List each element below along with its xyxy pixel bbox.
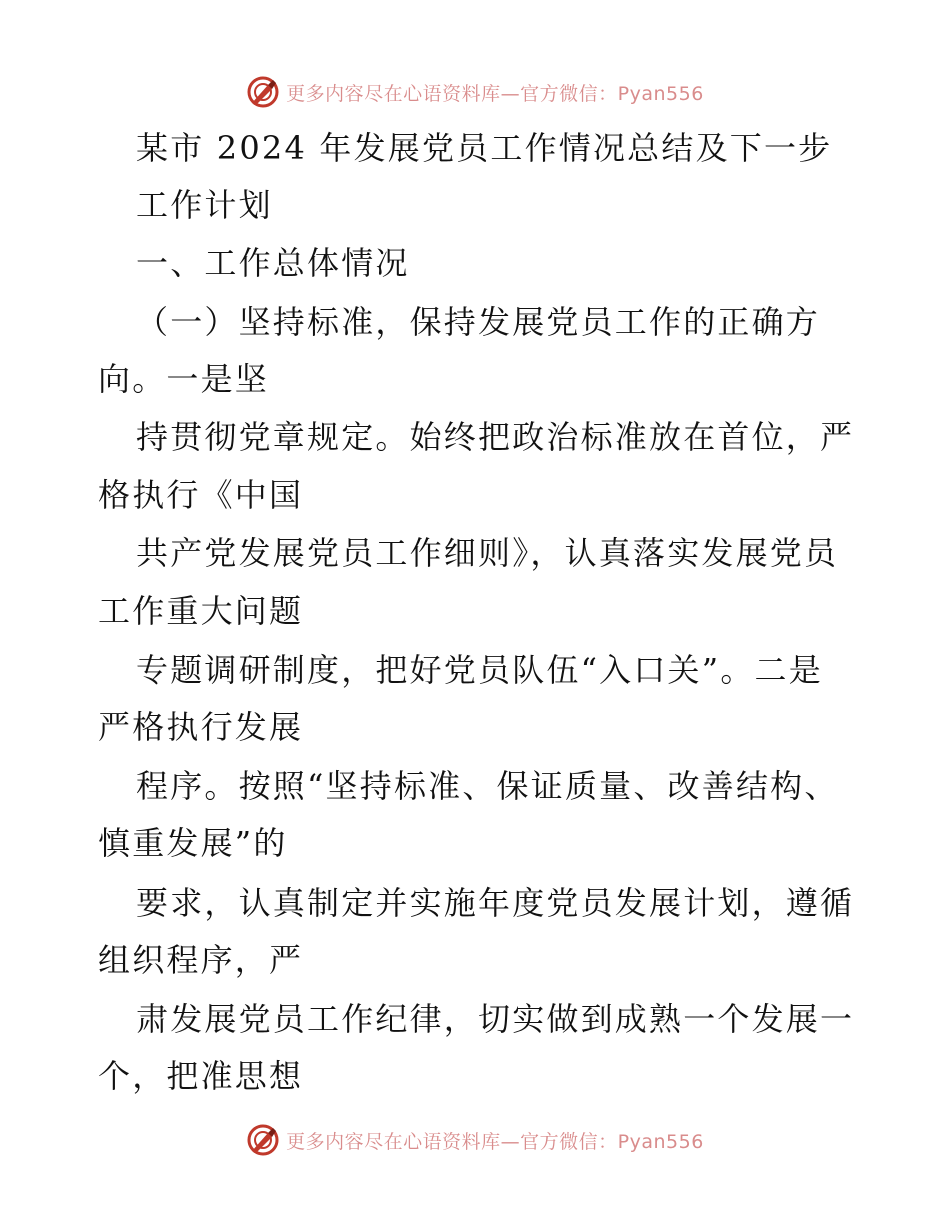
text-line: 严格执行发展 <box>98 708 304 746</box>
text-line: 慎重发展”的 <box>98 824 288 862</box>
text-line: 持贯彻党章规定。始终把政治标准放在首位，严 <box>136 418 855 456</box>
text-line: 程序。按照“坚持标准、保证质量、改善结构、 <box>136 767 839 805</box>
text-line: 向。一是坚 <box>98 360 270 398</box>
text-line: 个，把准思想 <box>98 1057 304 1095</box>
text-line: 专题调研制度，把好党员队伍“入口关”。二是 <box>136 651 823 689</box>
section-heading: 一、工作总体情况 <box>136 244 410 282</box>
pen-circle-logo-icon <box>246 1123 280 1157</box>
text-line: 肃发展党员工作纪律，切实做到成熟一个发展一 <box>136 1000 855 1038</box>
document-title-line-2: 工作计划 <box>136 186 273 224</box>
text-line: 格执行《中国 <box>98 476 304 514</box>
text-line: 工作重大问题 <box>98 592 304 630</box>
header-banner-text: 更多内容尽在心语资料库—官方微信：Pyan556 <box>286 82 704 105</box>
text-line: 组织程序，严 <box>98 941 304 979</box>
text-line: 共产党发展党员工作细则》，认真落实发展党员 <box>136 534 839 572</box>
text-line: （一）坚持标准，保持发展党员工作的正确方 <box>136 303 821 341</box>
document-title-line-1: 某市 2024 年发展党员工作情况总结及下一步 <box>136 129 833 167</box>
footer-banner-text: 更多内容尽在心语资料库—官方微信：Pyan556 <box>286 1130 704 1153</box>
footer-banner <box>0 1120 950 1160</box>
text-line: 要求，认真制定并实施年度党员发展计划，遵循 <box>136 884 855 922</box>
